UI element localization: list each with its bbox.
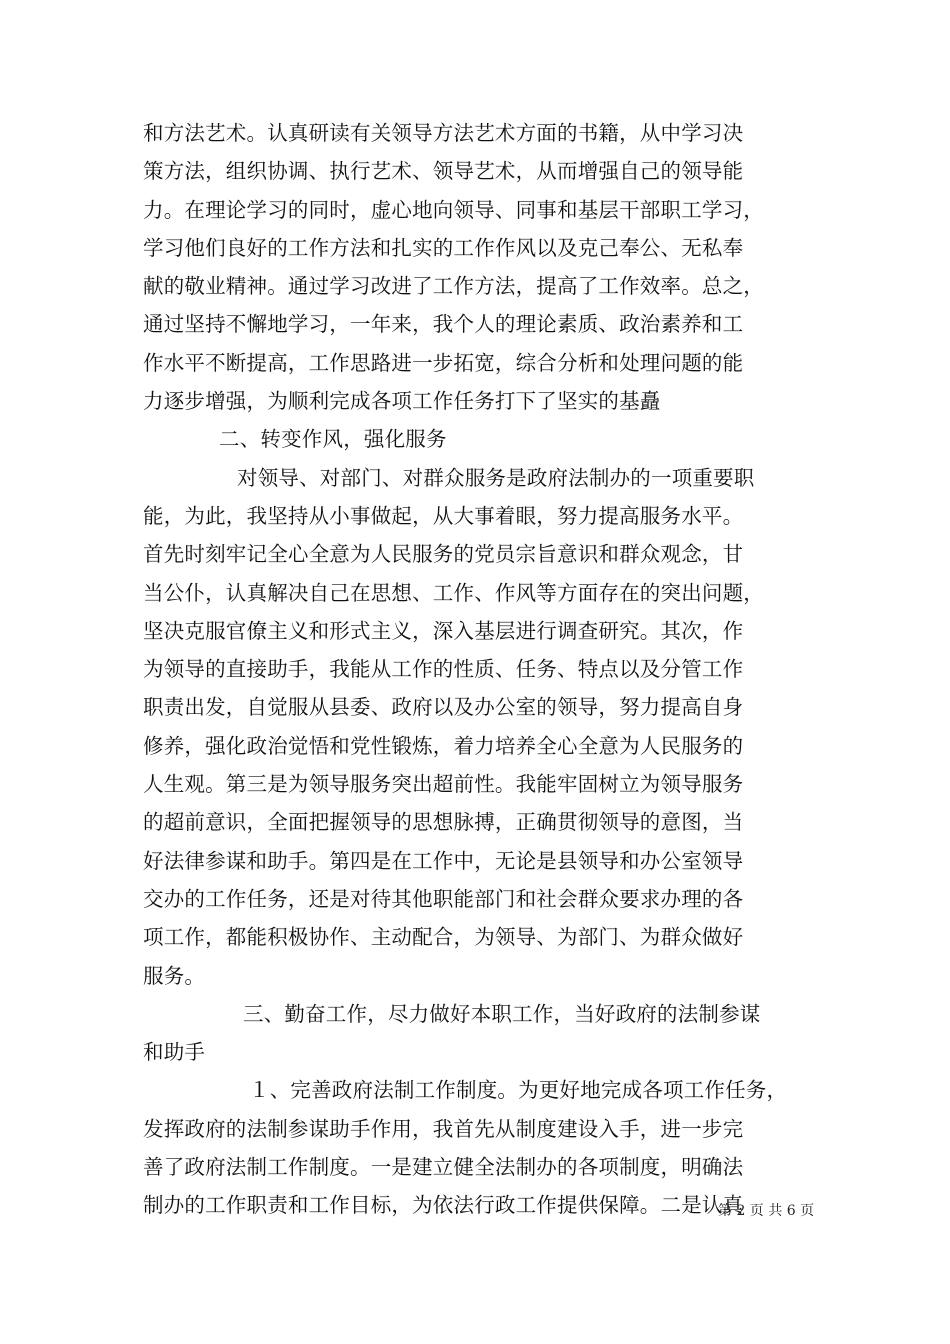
document-body xyxy=(143,114,807,1225)
text-line: 服务。 xyxy=(143,963,206,988)
text-line: 作水平不断提高，工作思路进一步拓宽，综合分析和处理问题的能 xyxy=(143,350,744,375)
text-line: 献的敬业精神。通过学习改进了工作方法，提高了工作效率。总之， xyxy=(143,274,764,299)
section-heading: 三、勤奋工作，尽力做好本职工作，当好政府的法制参谋 xyxy=(243,1001,761,1026)
text-line: 学习他们良好的工作方法和扎实的工作作风以及克己奉公、无私奉 xyxy=(143,235,744,260)
text-line: 修养，强化政治觉悟和党性锻炼，着力培养全心全意为人民服务的 xyxy=(143,733,744,758)
text-line: 为领导的直接助手，我能从工作的性质、任务、特点以及分管工作 xyxy=(143,657,744,682)
text-line: １、完善政府法制工作制度。为更好地完成各项工作任务， xyxy=(249,1078,788,1103)
text-line: 对领导、对部门、对群众服务是政府法制办的一项重要职 xyxy=(237,465,755,490)
text-line: 通过坚持不懈地学习，一年来，我个人的理论素质、政治素养和工 xyxy=(143,312,744,337)
text-line: 好法律参谋和助手。第四是在工作中，无论是县领导和办公室领导 xyxy=(143,848,744,873)
text-line: 和方法艺术。认真研读有关领导方法艺术方面的书籍，从中学习决 xyxy=(143,121,744,145)
text-line: 的超前意识，全面把握领导的思想脉搏，正确贯彻领导的意图，当 xyxy=(143,810,744,835)
page-number: 第 2 页 共 6 页 xyxy=(718,1203,815,1219)
text-line: 首先时刻牢记全心全意为人民服务的党员宗旨意识和群众观念，甘 xyxy=(143,542,744,567)
text-line: 坚决克服官僚主义和形式主义，深入基层进行调查研究。其次，作 xyxy=(143,618,744,643)
text-line: 职责出发，自觉服从县委、政府以及办公室的领导，努力提高自身 xyxy=(143,695,744,720)
text-line: 制办的工作职责和工作目标，为依法行政工作提供保障。二是认真 xyxy=(143,1193,744,1218)
text-line: 当公仆，认真解决自己在思想、工作、作风等方面存在的突出问题， xyxy=(143,580,764,605)
text-line: 项工作，都能积极协作、主动配合，为领导、为部门、为群众做好 xyxy=(143,925,744,950)
text-line: 和助手 xyxy=(143,1040,206,1065)
text-line: 力逐步增强，为顺利完成各项工作任务打下了坚实的基矗 xyxy=(143,389,661,414)
text-line: 策方法，组织协调、执行艺术、领导艺术，从而增强自己的领导能 xyxy=(143,159,744,184)
text-line: 能，为此，我坚持从小事做起，从大事着眼，努力提高服务水平。 xyxy=(143,503,744,528)
text-line: 发挥政府的法制参谋助手作用，我首先从制度建设入手，进一步完 xyxy=(143,1116,744,1141)
text-line: 善了政府法制工作制度。一是建立健全法制办的各项制度，明确法 xyxy=(143,1155,744,1180)
text-line: 交办的工作任务，还是对待其他职能部门和社会群众要求办理的各 xyxy=(143,886,744,911)
section-heading: 二、转变作风，强化服务 xyxy=(219,427,447,452)
text-line: 力。在理论学习的同时，虚心地向领导、同事和基层干部职工学习， xyxy=(143,197,764,222)
text-line: 人生观。第三是为领导服务突出超前性。我能牢固树立为领导服务 xyxy=(143,772,744,797)
